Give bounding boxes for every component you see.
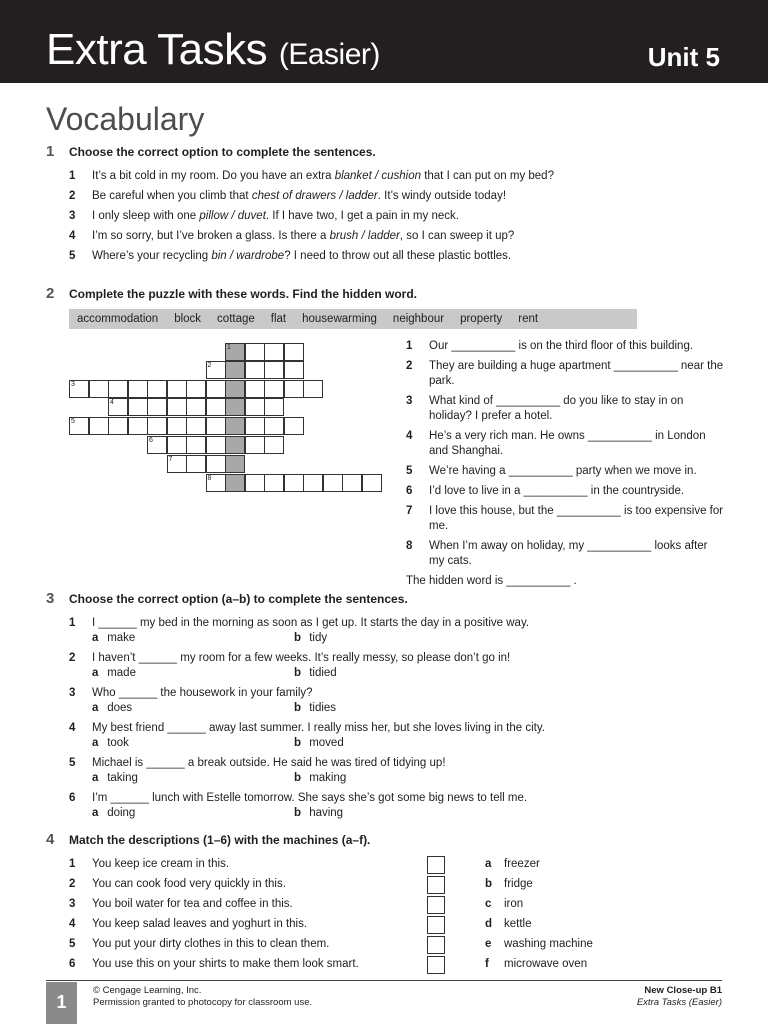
description-item (69, 897, 293, 912)
exercise-instruction: Complete the puzzle with these words. Find the hidden word. (69, 287, 418, 301)
option-text: tidies (306, 702, 337, 714)
option-text: taking (104, 772, 138, 784)
sentence-text: that I can put on my bed? (421, 170, 554, 182)
description-text: You put your dirty clothes in this to clean them. (92, 938, 330, 950)
crossword-cell[interactable] (225, 436, 245, 454)
crossword-cell[interactable] (225, 455, 245, 473)
option-b[interactable] (294, 701, 336, 716)
clue-text: When I’m away on holiday, my __________ looks after my cats. (429, 540, 708, 567)
machine-name: iron (504, 898, 524, 910)
crossword-cell[interactable] (206, 361, 226, 379)
description-item (69, 937, 329, 952)
crossword-cell[interactable] (303, 380, 323, 398)
crossword-cell[interactable] (225, 343, 245, 361)
option-text: made (104, 667, 136, 679)
machine-option (485, 857, 540, 872)
description-item (69, 857, 229, 872)
exercise-instruction: Choose the correct option to complete the sentences. (69, 145, 376, 159)
machine-option (485, 917, 532, 932)
description-text: You can cook food very quickly in this. (92, 878, 286, 890)
sentence-text: It’s a bit cold in my room. Do you have an extra (92, 170, 335, 182)
clue-number: 7 (406, 505, 413, 517)
crossword-cell[interactable] (108, 380, 128, 398)
item-number: 1 (69, 170, 76, 182)
option-a[interactable] (92, 666, 136, 681)
sentence-item (69, 169, 554, 184)
option-letter: a (485, 858, 492, 870)
item-number: 3 (69, 687, 76, 699)
option-letter: b (294, 632, 302, 644)
cell-clue-number: 6 (149, 437, 153, 444)
option-a[interactable] (92, 806, 135, 821)
item-number: 6 (69, 792, 76, 804)
crossword-cell[interactable] (264, 361, 284, 379)
crossword-cell[interactable] (264, 436, 284, 454)
crossword-cell[interactable] (245, 436, 265, 454)
word-option: flat (270, 313, 287, 325)
description-text: You use this on your shirts to make them look smart. (92, 958, 359, 970)
machine-name: fridge (504, 878, 533, 890)
crossword-cell[interactable] (206, 474, 226, 492)
crossword-cell[interactable] (206, 436, 226, 454)
puzzle-clue (406, 464, 726, 479)
clue-number: 4 (406, 430, 413, 442)
crossword-cell[interactable] (89, 417, 109, 435)
crossword-cell[interactable] (108, 398, 128, 416)
item-number: 4 (69, 722, 76, 734)
clue-text: They are building a huge apartment __________ near the park. (429, 360, 724, 387)
crossword-cell[interactable] (225, 380, 245, 398)
item-number: 3 (69, 210, 76, 222)
clue-number: 5 (406, 465, 413, 477)
puzzle-clue (406, 429, 726, 459)
crossword-cell[interactable] (167, 380, 187, 398)
option-a[interactable] (92, 631, 135, 646)
answer-box[interactable] (427, 896, 445, 914)
option-letter: b (294, 807, 302, 819)
clue-number: 8 (406, 540, 413, 552)
option-text: took (104, 737, 129, 749)
crossword-cell[interactable] (245, 417, 265, 435)
option-a[interactable] (92, 701, 132, 716)
crossword-cell[interactable] (186, 417, 206, 435)
option-letter: e (485, 938, 492, 950)
question-item (69, 686, 313, 701)
cell-clue-number: 4 (110, 399, 114, 406)
option-letter: d (485, 918, 493, 930)
crossword-cell[interactable] (245, 380, 265, 398)
item-number: 5 (69, 757, 76, 769)
cell-clue-number: 8 (207, 475, 212, 482)
hidden-word-line: The hidden word is __________ . (406, 575, 577, 587)
answer-box[interactable] (427, 856, 445, 874)
word-option: accommodation (77, 313, 159, 325)
crossword-cell[interactable] (186, 380, 206, 398)
footer-left (93, 985, 312, 1009)
permission: Permission granted to photocopy for classroom use. (93, 997, 313, 1008)
machine-name: washing machine (504, 938, 593, 950)
clue-number: 2 (406, 360, 413, 372)
item-number: 4 (69, 918, 76, 930)
sentence-options[interactable]: pillow / duvet (199, 210, 266, 222)
description-item (69, 877, 286, 892)
question-text: I ______ my bed in the morning as soon as I get up. It starts the day in a positive way. (92, 617, 530, 629)
crossword-cell[interactable] (245, 398, 265, 416)
crossword-cell[interactable] (342, 474, 362, 492)
title-subtitle: (Easier) (278, 38, 380, 71)
sentence-text: . It’s windy outside today! (377, 190, 507, 202)
exercise-4-heading (46, 832, 370, 848)
clue-text: I’d love to live in a __________ in the countryside. (429, 485, 685, 497)
unit-label: Unit 5 (647, 42, 720, 72)
option-letter: b (294, 667, 302, 679)
machine-name: kettle (504, 918, 532, 930)
clue-text: I love this house, but the __________ is too expensive for me. (429, 505, 724, 532)
clue-number: 3 (406, 395, 413, 407)
exercise-instruction: Match the descriptions (1–6) with the machines (a–f). (69, 833, 371, 847)
crossword-cell[interactable] (225, 474, 245, 492)
item-number: 5 (69, 938, 76, 950)
crossword-cell[interactable] (264, 474, 284, 492)
sentence-text: I’m so sorry, but I’ve broken a glass. Is there a (92, 230, 330, 242)
machine-name: microwave oven (504, 958, 588, 970)
section-title: Vocabulary (46, 101, 205, 137)
clue-text: He’s a very rich man. He owns __________ in London and Shanghai. (429, 430, 706, 457)
sentence-options[interactable]: chest of drawers / ladder (251, 190, 378, 202)
description-text: You boil water for tea and coffee in this. (92, 898, 293, 910)
crossword-cell[interactable] (147, 417, 167, 435)
crossword-cell[interactable] (323, 474, 343, 492)
crossword-cell[interactable] (128, 417, 148, 435)
machine-name: freezer (504, 858, 540, 870)
option-text: does (104, 702, 133, 714)
crossword-cell[interactable] (245, 361, 265, 379)
item-number: 1 (69, 858, 76, 870)
sentence-options[interactable]: bin / wardrobe (211, 250, 285, 262)
crossword-cell[interactable] (147, 398, 167, 416)
sentence-item (69, 249, 511, 264)
puzzle-clue (406, 339, 726, 354)
question-item (69, 651, 510, 666)
clue-text: Our __________ is on the third floor of this building. (429, 340, 694, 352)
option-b[interactable] (294, 666, 337, 681)
crossword-cell[interactable] (147, 380, 167, 398)
option-letter: a (92, 632, 99, 644)
option-b[interactable] (294, 736, 344, 751)
clue-number: 6 (406, 485, 413, 497)
machine-option (485, 897, 523, 912)
crossword-cell[interactable] (167, 455, 187, 473)
item-number: 4 (69, 230, 76, 242)
crossword-cell[interactable] (284, 380, 304, 398)
item-number: 5 (69, 250, 76, 262)
crossword-cell[interactable] (264, 380, 284, 398)
sentence-item (69, 189, 506, 204)
question-text: I’m ______ lunch with Estelle tomorrow. She says she’s got some big news to tell me. (92, 792, 528, 804)
title-text: Extra Tasks (46, 25, 268, 74)
footer-divider (46, 980, 722, 981)
option-letter: a (92, 772, 99, 784)
option-text: tidied (306, 667, 337, 679)
sentence-text: Where’s your recycling (92, 250, 212, 262)
exercise-number: 4 (46, 831, 55, 848)
description-text: You keep salad leaves and yoghurt in this. (92, 918, 308, 930)
sentence-text: I only sleep with one (92, 210, 200, 222)
cell-clue-number: 3 (71, 381, 75, 388)
exercise-instruction: Choose the correct option (a–b) to complete the sentences. (69, 592, 408, 606)
crossword-cell[interactable] (186, 436, 206, 454)
answer-box[interactable] (427, 916, 445, 934)
machine-option (485, 957, 587, 972)
option-text: tidy (306, 632, 328, 644)
clue-text: We’re having a __________ party when we move in. (429, 465, 697, 477)
puzzle-clue (406, 484, 726, 499)
option-text: doing (104, 807, 136, 819)
question-text: I haven’t ______ my room for a few weeks. It’s really messy, so please don’t go in! (92, 652, 511, 664)
cell-clue-number: 7 (168, 456, 173, 463)
question-text: Michael is ______ a break outside. He said he was tired of tidying up! (92, 757, 446, 769)
question-text: Who ______ the housework in your family? (92, 687, 313, 699)
crossword-cell[interactable] (167, 417, 187, 435)
description-item (69, 917, 307, 932)
option-text: make (104, 632, 136, 644)
crossword-cell[interactable] (225, 361, 245, 379)
option-text: making (306, 772, 347, 784)
clue-text: What kind of __________ do you like to stay in on holiday? I prefer a hotel. (429, 395, 684, 422)
option-letter: b (294, 702, 302, 714)
answer-box[interactable] (427, 956, 445, 974)
option-letter: b (294, 772, 302, 784)
word-option: rent (518, 313, 539, 325)
cell-clue-number: 2 (207, 362, 212, 369)
word-option: cottage (217, 313, 255, 325)
answer-box[interactable] (427, 936, 445, 954)
crossword-cell[interactable] (362, 474, 382, 492)
question-item (69, 791, 527, 806)
option-letter: c (485, 898, 492, 910)
option-b[interactable] (294, 771, 346, 786)
option-letter: a (92, 737, 99, 749)
page-header (0, 0, 768, 83)
item-number: 2 (69, 190, 76, 202)
footer-right (637, 985, 722, 1009)
crossword-cell[interactable] (245, 474, 265, 492)
sentence-item (69, 229, 514, 244)
sentence-item (69, 209, 459, 224)
word-option: block (174, 313, 202, 325)
crossword-cell[interactable] (245, 343, 265, 361)
crossword-cell[interactable] (167, 436, 187, 454)
page-title (46, 25, 380, 77)
puzzle-clue (406, 504, 726, 534)
sentence-text: Be careful when you climb that (92, 190, 252, 202)
question-item (69, 756, 446, 771)
item-number: 2 (69, 878, 76, 890)
option-b[interactable] (294, 631, 327, 646)
item-number: 1 (69, 617, 76, 629)
exercise-number: 3 (46, 590, 55, 607)
question-item (69, 616, 529, 631)
option-letter: f (485, 958, 489, 970)
option-a[interactable] (92, 736, 129, 751)
crossword-cell[interactable] (128, 380, 148, 398)
option-letter: a (92, 702, 99, 714)
crossword-cell[interactable] (206, 417, 226, 435)
crossword-cell[interactable] (303, 474, 323, 492)
book-subtitle: Extra Tasks (Easier) (636, 997, 722, 1008)
option-text: moved (306, 737, 344, 749)
puzzle-clue (406, 539, 726, 569)
crossword-cell[interactable] (186, 455, 206, 473)
puzzle-clue (406, 359, 726, 389)
page-number: 1 (46, 982, 77, 1024)
item-number: 3 (69, 898, 76, 910)
cell-clue-number: 5 (71, 418, 75, 425)
description-text: You keep ice cream in this. (92, 858, 230, 870)
word-option: housewarming (302, 313, 377, 325)
puzzle-clue (406, 394, 726, 424)
exercise-2-heading (46, 286, 417, 302)
exercise-number: 1 (46, 143, 55, 160)
sentence-text: . If I have two, I get a pain in my neck. (265, 210, 459, 222)
option-letter: b (485, 878, 493, 890)
word-option: neighbour (392, 313, 445, 325)
sentence-text: , so I can sweep it up? (399, 230, 515, 242)
option-letter: a (92, 667, 99, 679)
description-item (69, 957, 359, 972)
option-letter: a (92, 807, 99, 819)
crossword-cell[interactable] (284, 343, 304, 361)
crossword-cell[interactable] (206, 380, 226, 398)
sentence-options[interactable]: blanket / cushion (334, 170, 421, 182)
crossword-cell[interactable] (206, 455, 226, 473)
option-text: having (306, 807, 344, 819)
crossword-cell[interactable] (108, 417, 128, 435)
book-title: New Close-up B1 (644, 985, 722, 996)
option-b[interactable] (294, 806, 343, 821)
crossword-cell[interactable] (225, 417, 245, 435)
crossword-cell[interactable] (128, 398, 148, 416)
crossword-cell[interactable] (69, 417, 89, 435)
exercise-1-heading (46, 144, 376, 160)
crossword-cell[interactable] (147, 436, 167, 454)
crossword-cell[interactable] (186, 398, 206, 416)
cell-clue-number: 1 (227, 344, 231, 351)
option-letter: b (294, 737, 302, 749)
item-number: 2 (69, 652, 76, 664)
word-option: property (460, 313, 503, 325)
crossword-cell[interactable] (284, 474, 304, 492)
item-number: 6 (69, 958, 76, 970)
option-a[interactable] (92, 771, 138, 786)
sentence-text: ? I need to throw out all these plastic bottles. (284, 250, 512, 262)
question-text: My best friend ______ away last summer. I really miss her, but she loves living in the city. (92, 722, 545, 734)
machine-option (485, 937, 593, 952)
machine-option (485, 877, 533, 892)
crossword-cell[interactable] (225, 398, 245, 416)
crossword-cell[interactable] (264, 417, 284, 435)
word-box (69, 309, 637, 329)
clue-number: 1 (406, 340, 413, 352)
crossword-cell[interactable] (284, 417, 304, 435)
exercise-3-heading (46, 591, 408, 607)
crossword-cell[interactable] (206, 398, 226, 416)
crossword-cell[interactable] (264, 343, 284, 361)
crossword-cell[interactable] (284, 361, 304, 379)
answer-box[interactable] (427, 876, 445, 894)
exercise-number: 2 (46, 285, 55, 302)
question-item (69, 721, 545, 736)
crossword-cell[interactable] (69, 380, 89, 398)
crossword-cell[interactable] (264, 398, 284, 416)
crossword-cell[interactable] (167, 398, 187, 416)
crossword-cell[interactable] (89, 380, 109, 398)
copyright: © Cengage Learning, Inc. (93, 985, 202, 996)
sentence-options[interactable]: brush / ladder (329, 230, 400, 242)
